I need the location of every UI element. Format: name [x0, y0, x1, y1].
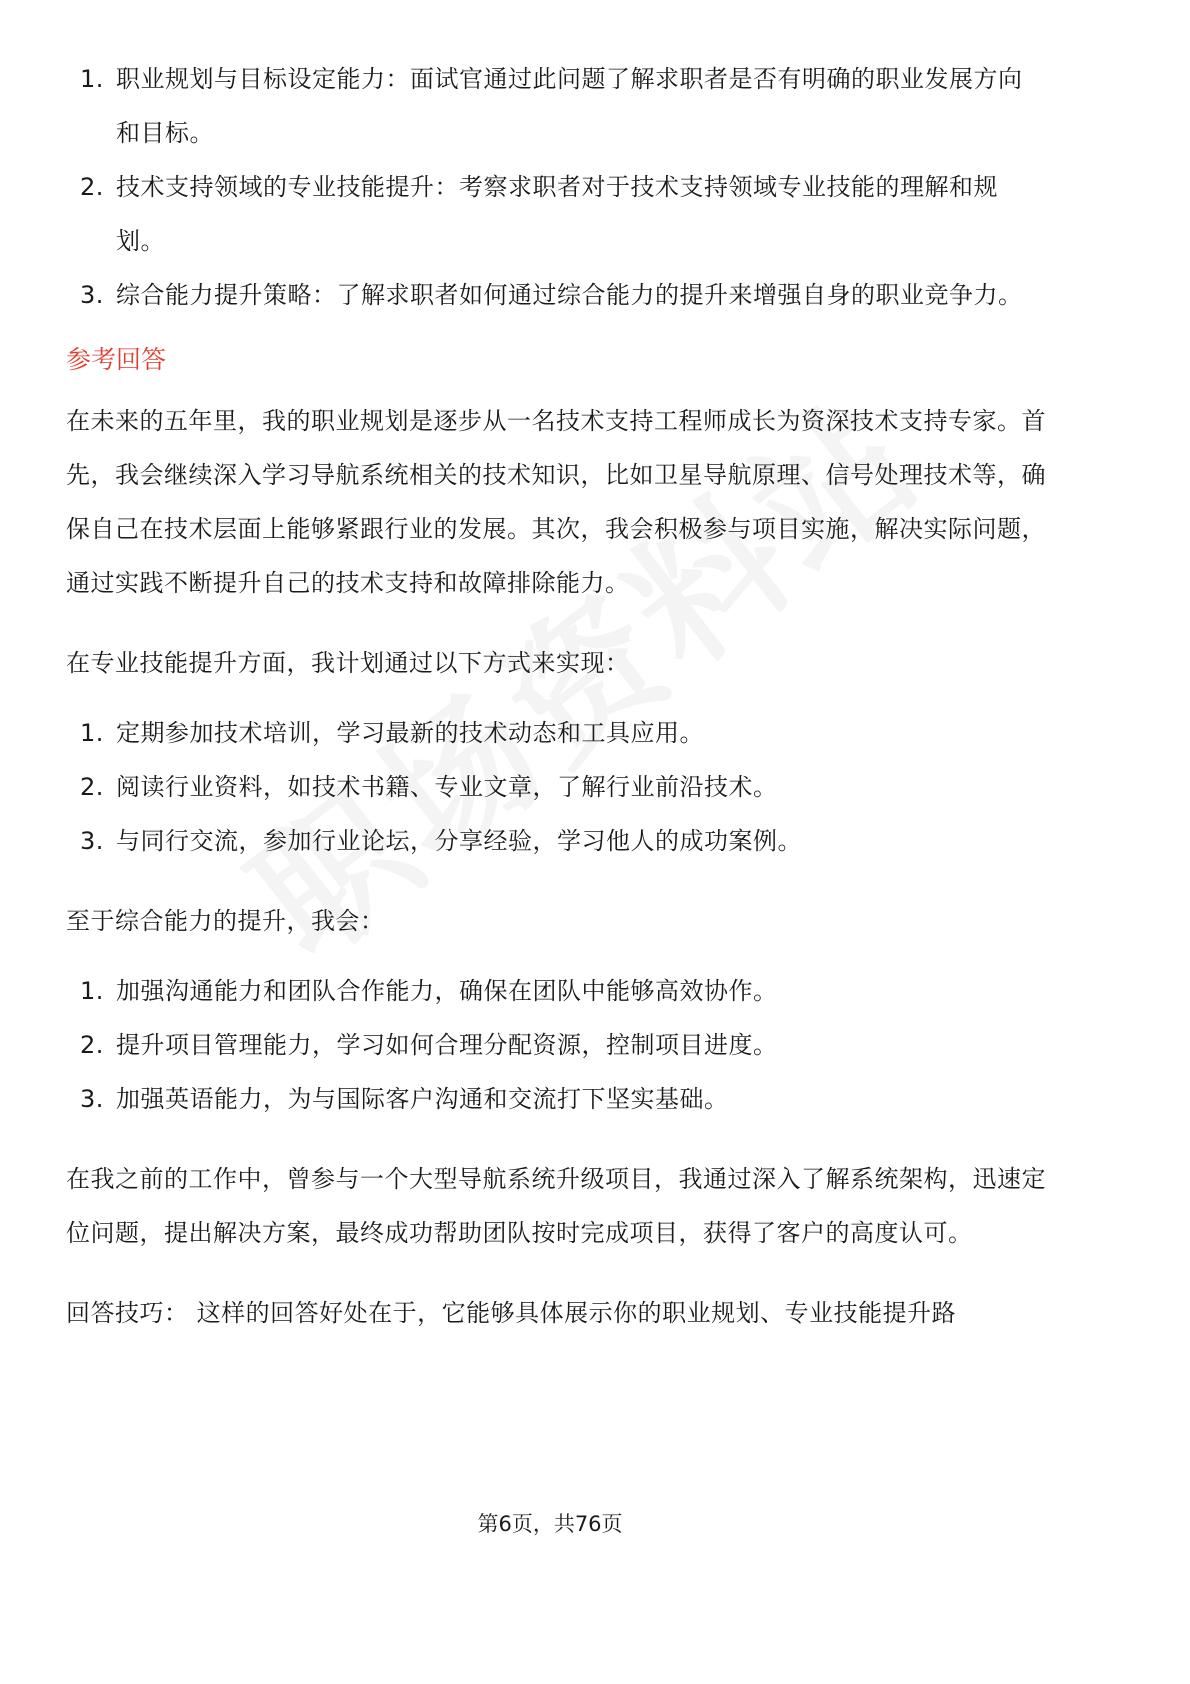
list-text: 与同行交流，参加行业论坛，分享经验，学习他人的成功案例。 — [116, 827, 802, 855]
list-number: 3. — [80, 281, 104, 309]
list-item — [66, 160, 1046, 268]
list-item — [66, 1018, 1046, 1072]
list-text: 加强沟通能力和团队合作能力，确保在团队中能够高效协作。 — [116, 977, 778, 1005]
list-item — [66, 760, 1046, 814]
list-item — [66, 52, 1046, 160]
list-number: 2. — [80, 1031, 104, 1059]
skills-list — [66, 706, 1046, 868]
list-text: 提升项目管理能力，学习如何合理分配资源，控制项目进度。 — [116, 1031, 778, 1059]
list-text: 定期参加技术培训，学习最新的技术动态和工具应用。 — [116, 719, 704, 747]
general-intro: 至于综合能力的提升，我会： — [66, 907, 385, 935]
list-number: 1. — [80, 977, 104, 1005]
list-number: 2. — [80, 773, 104, 801]
list-item — [66, 814, 1046, 868]
general-list — [66, 964, 1046, 1126]
list-text: 加强英语能力，为与国际客户沟通和交流打下坚实基础。 — [116, 1085, 729, 1113]
list-text: 阅读行业资料，如技术书籍、专业文章，了解行业前沿技术。 — [116, 773, 778, 801]
list-text: 综合能力提升策略：了解求职者如何通过综合能力的提升来增强自身的职业竞争力。 — [116, 281, 1023, 309]
list-number: 3. — [80, 1085, 104, 1113]
list-item — [66, 1072, 1046, 1126]
list-number: 1. — [80, 719, 104, 747]
list-number: 2. — [80, 173, 104, 201]
list-item — [66, 268, 1046, 322]
answer-paragraph: 在未来的五年里，我的职业规划是逐步从一名技术支持工程师成长为资深技术支持专家。首先，我会继续深入学习导航系统相关的技术知识，比如卫星导航原理、信号处理技术等，确保自己在技术层面上能够紧跟行业的发展。其次，我会积极参与项目实施，解决实际问题，通过实践不断提升自己的技术支持和故障排除能力。 — [66, 407, 1046, 597]
list-item — [66, 706, 1046, 760]
list-text: 职业规划与目标设定能力：面试官通过此问题了解求职者是否有明确的职业发展方向和目标。 — [116, 65, 1023, 147]
section-title: 参考回答 — [66, 345, 167, 374]
experience-paragraph: 在我之前的工作中，曾参与一个大型导航系统升级项目，我通过深入了解系统架构，迅速定位问题，提出解决方案，最终成功帮助团队按时完成项目，获得了客户的高度认可。 — [66, 1165, 1046, 1247]
list-number: 1. — [80, 65, 104, 93]
page-footer: 第6页，共76页 — [477, 1512, 623, 1536]
tips-paragraph: 回答技巧： 这样的回答好处在于，它能够具体展示你的职业规划、专业技能提升路 — [66, 1299, 957, 1327]
document-body — [66, 52, 1046, 1340]
list-text: 技术支持领域的专业技能提升：考察求职者对于技术支持领域专业技能的理解和规划。 — [116, 173, 998, 255]
list-item — [66, 964, 1046, 1018]
intro-list — [66, 52, 1046, 322]
list-number: 3. — [80, 827, 104, 855]
skills-intro: 在专业技能提升方面，我计划通过以下方式来实现： — [66, 649, 630, 677]
